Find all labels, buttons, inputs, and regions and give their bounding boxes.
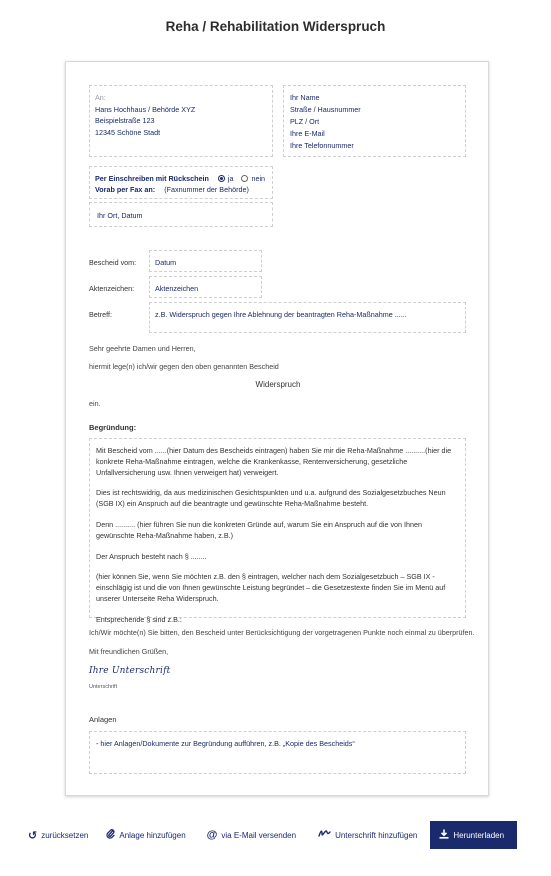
signature[interactable]: Ihre Unterschrift — [89, 666, 171, 676]
signature-icon — [318, 829, 331, 841]
reset-button[interactable] — [28, 820, 88, 850]
paperclip-icon — [106, 828, 115, 842]
recipient-line: 12345 Schöne Stadt — [95, 127, 161, 137]
regards-text: Mit freundlichen Grüßen, — [89, 647, 169, 656]
ein-text: ein. — [89, 399, 101, 408]
anlagen-field[interactable]: - hier Anlagen/Dokumente zur Begründung aufführen, z.B. „Kopie des Bescheids“ — [89, 731, 466, 774]
undo-icon: ↺ — [28, 829, 38, 842]
recipient-label: An: — [95, 93, 106, 102]
salutation: Sehr geehrte Damen und Herren, — [89, 344, 196, 353]
reason-paragraph: Mit Bescheid vom ......(hier Datum des Bescheids eintragen) haben Sie mir die Reha-Maßnahme ..........(hier die konkrete Reha-Maßnahme eintragen, welche die Krankenkasse, Rentenversicherung, gesetzliche Unfallversicherung usw. Ihnen verweigert hat) verweigert. — [96, 446, 452, 477]
registered-yes-radio[interactable] — [218, 175, 225, 182]
registered-no-label[interactable]: nein — [251, 173, 266, 183]
place-date-field[interactable]: Ihr Ort, Datum — [89, 202, 273, 227]
recipient-address-field[interactable] — [89, 85, 273, 157]
registered-no-radio[interactable] — [241, 175, 248, 182]
add-signature-button[interactable] — [318, 820, 417, 850]
sender-name: Ihr Name — [290, 93, 320, 102]
reason-paragraph: (hier können Sie, wenn Sie möchten z.B. den § eintragen, welcher nach dem Sozialgesetzbuch – SGB IX - einschlägig ist und die von Ihnen gewünschte Leistung begründet – die Gesetzestexte finden Sie im Menü auf unserer Unterseite Reha Widerspruch. — [96, 572, 446, 603]
reason-paragraph: Der Anspruch besteht nach § ........ — [96, 551, 207, 561]
sender-email: Ihre E-Mail — [290, 129, 325, 138]
signature-caption: Unterschrift — [89, 684, 118, 690]
reason-paragraph: Entsprechende § sind z.B.: — [96, 614, 182, 624]
registered-yes-label[interactable]: ja — [227, 173, 234, 183]
reason-paragraph: Denn .......... (hier führen Sie nun die konkreten Gründe auf, warum Sie ein Anspruch auf die von Ihnen gewünschte Reha-Maßnahme haben, z.B.) — [96, 519, 423, 540]
letter-form — [65, 61, 489, 796]
closing-text: Ich/Wir möchte(n) Sie bitten, den Bescheid unter Berücksichtigung der vorgetragenen Punkte noch einmal zu überprüfen. — [89, 628, 475, 637]
at-icon: @ — [206, 829, 218, 841]
recipient-line: Beispielstraße 123 — [95, 116, 155, 126]
registered-mail-label: Per Einschreiben mit Rückschein — [95, 173, 209, 183]
download-icon — [439, 829, 449, 842]
begruendung-label: Begründung: — [89, 423, 137, 432]
bescheid-label: Bescheid vom: — [89, 258, 137, 267]
sender-city: PLZ / Ort — [290, 117, 320, 126]
sender-address-field[interactable] — [283, 85, 466, 157]
add-attachment-button[interactable] — [106, 820, 185, 850]
recipient-line: Hans Hochhaus / Behörde XYZ — [95, 104, 196, 114]
page-title: Reha / Rehabilitation Widerspruch — [165, 19, 386, 34]
download-button[interactable] — [430, 821, 517, 849]
aktenzeichen-label: Aktenzeichen: — [89, 284, 135, 293]
begruendung-textarea[interactable] — [89, 438, 466, 624]
send-email-button[interactable] — [207, 820, 296, 850]
anlagen-label: Anlagen — [89, 715, 117, 724]
fax-number-field[interactable]: (Faxnummer der Behörde) — [164, 184, 249, 194]
bescheid-date-field[interactable]: Datum — [149, 250, 262, 272]
add-attachment-label: Anlage hinzufügen — [119, 830, 186, 840]
reset-label: zurücksetzen — [41, 830, 89, 840]
intro-text: hiermit lege(n) ich/wir gegen den oben genannten Bescheid — [89, 362, 279, 371]
betreff-label: Betreff: — [89, 310, 113, 319]
fax-label: Vorab per Fax an: — [95, 184, 156, 194]
aktenzeichen-field[interactable]: Aktenzeichen — [149, 276, 262, 298]
reason-paragraph: Dies ist rechtswidrig, da aus medizinischen Gesichtspunkten und u.a. aufgrund des Sozialgesetzbuches Neun (SGB IX) ein Anspruch auf die beantragte und gewünschte Reha-Maßnahme besteht. — [96, 488, 446, 509]
action-toolbar — [28, 820, 518, 850]
download-label: Herunterladen — [453, 830, 505, 840]
sender-phone: Ihre Telefonnummer — [290, 141, 354, 150]
send-email-label: via E-Mail versenden — [221, 830, 297, 840]
widerspruch-heading: Widerspruch — [255, 380, 301, 389]
sender-street: Straße / Hausnummer — [290, 105, 361, 114]
delivery-options — [89, 166, 273, 199]
add-signature-label: Unterschrift hinzufügen — [335, 830, 418, 840]
betreff-field[interactable]: z.B. Widerspruch gegen Ihre Ablehnung der beantragten Reha-Maßnahme ...... — [149, 302, 466, 333]
